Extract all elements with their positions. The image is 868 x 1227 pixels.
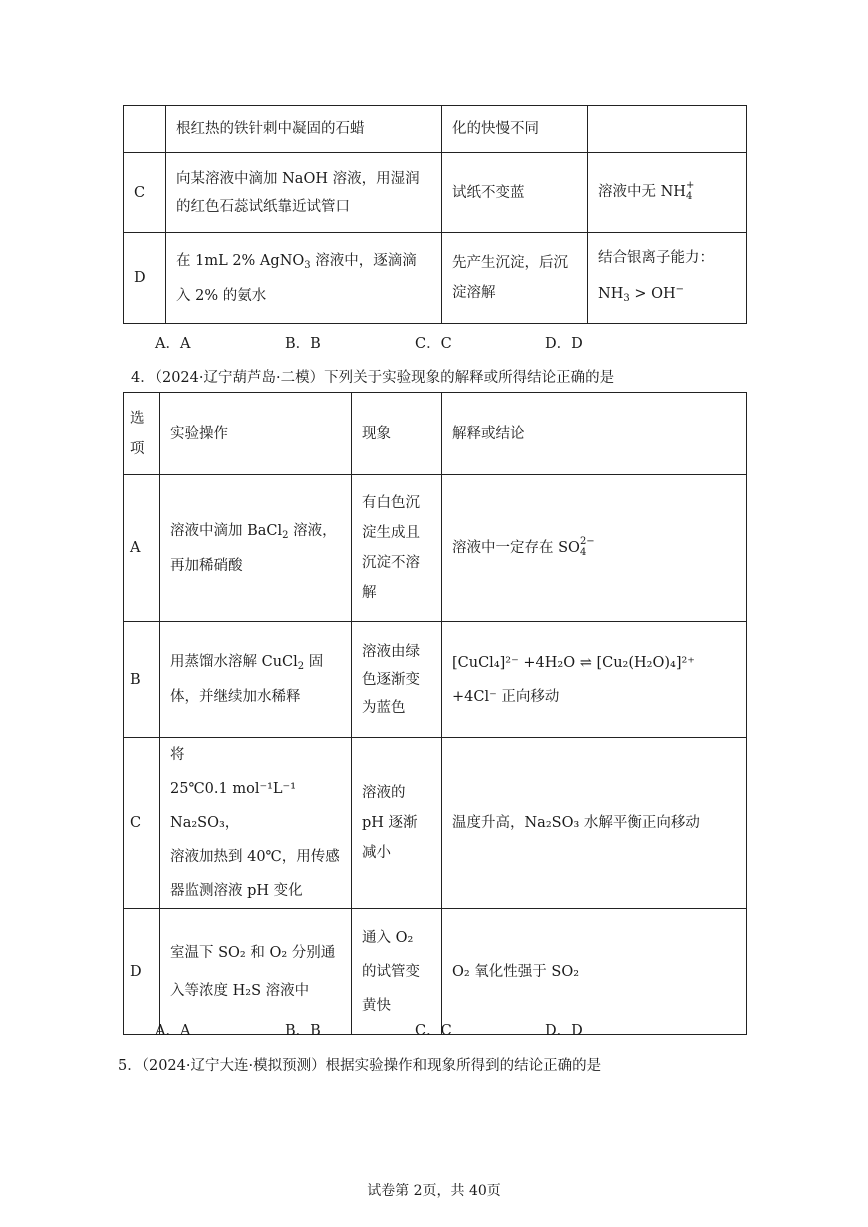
option-label: D: [124, 909, 160, 1035]
option-label: C: [124, 153, 166, 233]
option-label: C: [124, 738, 160, 909]
option-label: B: [124, 622, 160, 738]
table-row: [124, 106, 747, 153]
conclusion-cell: 溶液中无 $NH+_4$: [588, 153, 747, 233]
phenomenon-cell: 化的快慢不同: [442, 106, 588, 153]
question4-options: [155, 1019, 675, 1040]
question3-table: [123, 105, 747, 324]
page-footer: 试卷第 2页，共 40页: [367, 1183, 501, 1199]
option-b[interactable]: B．B: [285, 1023, 321, 1039]
table-row: [124, 233, 747, 324]
header-phenomenon: 现象: [352, 393, 442, 475]
phenomenon-cell: 先产生沉淀，后沉淀溶解: [442, 233, 588, 324]
table-header-row: [124, 393, 747, 475]
option-label: D: [124, 233, 166, 324]
question5-stem: 5．（2024·辽宁大连·模拟预测）根据实验操作和现象所得到的结论正确的是: [118, 1058, 602, 1074]
conclusion-cell: 结合银离子能力： $NH_3 > OH^-$: [588, 233, 747, 324]
conclusion-cell: [CuCl₄]²⁻ +4H₂O ⇌ [Cu₂(H₂O)₄]²⁺ +4Cl⁻ 正向移动: [442, 622, 747, 738]
phenomenon-cell: 溶液由绿色逐渐变为蓝色: [352, 622, 442, 738]
option-label: A: [124, 475, 160, 622]
conclusion-cell: 温度升高，Na₂SO₃ 水解平衡正向移动: [442, 738, 747, 909]
operation-cell: 向某溶液中滴加 NaOH 溶液，用湿润的红色石蕊试纸靠近试管口: [166, 153, 442, 233]
table-row: [124, 738, 747, 909]
phenomenon-cell: 试纸不变蓝: [442, 153, 588, 233]
question4-stem: 4．（2024·辽宁葫芦岛·二模）下列关于实验现象的解释或所得结论正确的是: [131, 370, 615, 386]
operation-cell: 用蒸馏水溶解 CuCl$_2$ 固体，并继续加水稀释: [160, 622, 352, 738]
phenomenon-cell: 溶液的 pH 逐渐减小: [352, 738, 442, 909]
option-a[interactable]: A．A: [155, 1023, 191, 1039]
conclusion-cell: [588, 106, 747, 153]
option-b[interactable]: B．B: [285, 336, 321, 352]
table-row: [124, 622, 747, 738]
option-a[interactable]: A．A: [155, 336, 191, 352]
question4-table: [123, 392, 747, 1035]
operation-cell: 根红热的铁针刺中凝固的石蜡: [166, 106, 442, 153]
option-d[interactable]: D．D: [545, 336, 583, 352]
option-c[interactable]: C．C: [415, 1023, 452, 1039]
operation-cell: 室温下 SO₂ 和 O₂ 分别通入等浓度 H₂S 溶液中: [160, 909, 352, 1035]
conclusion-cell: O₂ 氧化性强于 SO₂: [442, 909, 747, 1035]
table-row: [124, 153, 747, 233]
header-operation: 实验操作: [160, 393, 352, 475]
table-row: [124, 909, 747, 1035]
table-row: [124, 475, 747, 622]
operation-cell: 在 1mL 2% AgNO$_3$ 溶液中，逐滴滴入 2% 的氨水: [166, 233, 442, 324]
header-option: 选项: [124, 393, 160, 475]
header-conclusion: 解释或结论: [442, 393, 747, 475]
phenomenon-cell: 有白色沉淀生成且沉淀不溶解: [352, 475, 442, 622]
operation-cell: 溶液中滴加 BaCl$_2$ 溶液，再加稀硝酸: [160, 475, 352, 622]
phenomenon-cell: 通入 O₂ 的试管变黄快: [352, 909, 442, 1035]
option-label: [124, 106, 166, 153]
operation-cell: 将 25℃0.1 mol⁻¹L⁻¹ Na₂SO₃， 溶液加热到 40℃，用传感器监测溶液 pH 变化: [160, 738, 352, 909]
option-c[interactable]: C．C: [415, 336, 452, 352]
question3-options: [155, 332, 675, 353]
option-d[interactable]: D．D: [545, 1023, 583, 1039]
conclusion-cell: 溶液中一定存在 $SO2-_4$: [442, 475, 747, 622]
